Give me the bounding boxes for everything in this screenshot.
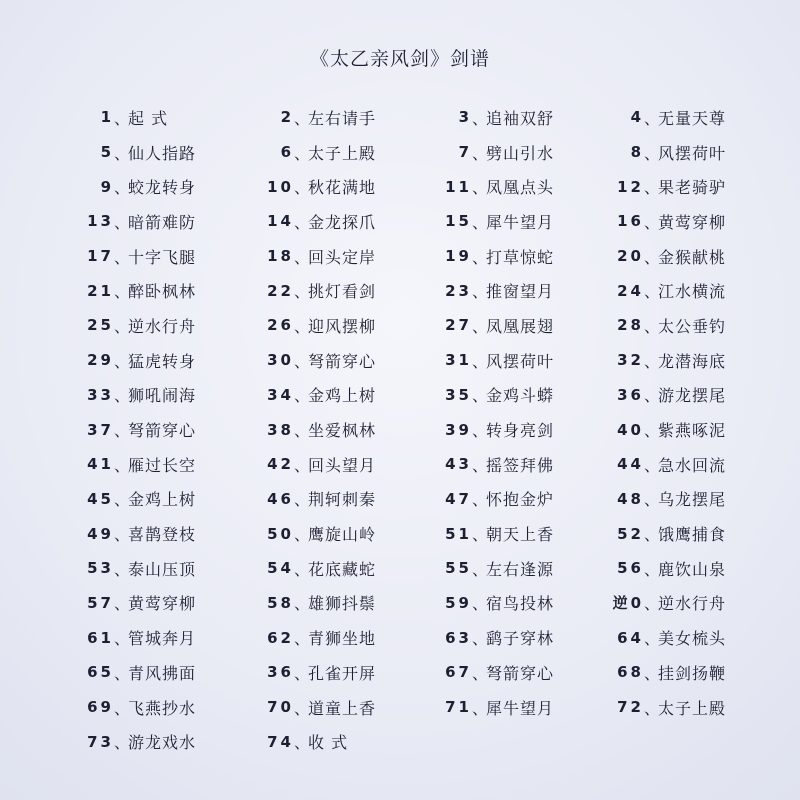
entry-separator: 、 — [294, 316, 312, 336]
entry-number: 39 — [445, 420, 472, 439]
entry-name: 鹿饮山泉 — [658, 559, 727, 579]
entry-number: 36 — [617, 385, 644, 404]
entry-separator: 、 — [472, 143, 490, 163]
entry-number: 67 — [445, 663, 472, 682]
entry-number: 16 — [617, 212, 644, 231]
entry-name: 太子上殿 — [658, 698, 727, 718]
list-item — [70, 169, 250, 204]
entry-name: 黄莺穿柳 — [658, 212, 727, 232]
entry-separator: 、 — [472, 386, 490, 406]
entry-separator: 、 — [472, 421, 490, 441]
list-item — [250, 412, 428, 447]
entry-number: 21 — [87, 281, 114, 300]
entry-separator: 、 — [644, 386, 662, 406]
entry-separator: 、 — [294, 559, 312, 579]
entry-number: 47 — [445, 489, 472, 508]
list-item — [600, 135, 780, 170]
entry-number: 25 — [87, 316, 114, 335]
list-item — [600, 690, 780, 725]
list-item — [600, 343, 780, 378]
entry-name: 起 式 — [128, 108, 169, 128]
entry-number: 12 — [617, 177, 644, 196]
entry-number: 22 — [267, 281, 294, 300]
list-item — [600, 482, 780, 517]
list-item — [250, 482, 428, 517]
entry-name: 紫燕啄泥 — [658, 421, 727, 441]
list-item — [70, 516, 250, 551]
list-item — [250, 551, 428, 586]
list-item — [250, 343, 428, 378]
entry-name: 打草惊蛇 — [486, 247, 555, 267]
entry-separator: 、 — [294, 282, 312, 302]
entry-name: 鹰旋山岭 — [308, 525, 377, 545]
list-item — [250, 724, 428, 759]
entry-name: 管城奔月 — [128, 629, 197, 649]
entry-name: 龙潜海底 — [658, 351, 727, 371]
entry-separator: 、 — [114, 421, 132, 441]
entry-separator: 、 — [294, 629, 312, 649]
list-item — [250, 447, 428, 482]
entry-number: 63 — [445, 628, 472, 647]
page-title: 《太乙亲风剑》剑谱 — [309, 48, 490, 70]
list-item — [250, 620, 428, 655]
entry-separator: 、 — [294, 421, 312, 441]
entry-separator: 、 — [644, 351, 662, 371]
entry-number: 11 — [445, 177, 472, 196]
entry-separator: 、 — [644, 316, 662, 336]
entry-separator: 、 — [644, 178, 662, 198]
list-item — [70, 412, 250, 447]
list-item — [600, 586, 780, 621]
list-item — [600, 239, 780, 274]
entry-name: 暗箭难防 — [128, 212, 197, 232]
entry-number: 6 — [280, 143, 294, 162]
entry-separator: 、 — [114, 178, 132, 198]
entry-number: 1 — [100, 108, 114, 127]
entry-name: 急水回流 — [658, 455, 727, 475]
list-item — [428, 100, 600, 135]
entry-number: 74 — [267, 732, 294, 751]
entry-number: 51 — [445, 524, 472, 543]
entry-number: 32 — [617, 351, 644, 370]
entry-name: 宿鸟投林 — [486, 594, 555, 614]
entry-number: 45 — [87, 489, 114, 508]
entry-separator: 、 — [644, 143, 662, 163]
list-item — [70, 239, 250, 274]
entry-separator: 、 — [644, 247, 662, 267]
entry-separator: 、 — [294, 212, 312, 232]
entry-number: 40 — [617, 420, 644, 439]
entry-separator: 、 — [294, 386, 312, 406]
entry-number: 52 — [617, 524, 644, 543]
entry-name: 金龙探爪 — [308, 212, 377, 232]
entry-separator: 、 — [294, 663, 312, 683]
entry-name: 青风拂面 — [128, 663, 197, 683]
list-item — [600, 412, 780, 447]
entry-separator: 、 — [114, 316, 132, 336]
list-item — [428, 655, 600, 690]
entry-number: 31 — [445, 351, 472, 370]
entry-number: 33 — [87, 385, 114, 404]
list-item — [250, 308, 428, 343]
list-item — [70, 378, 250, 413]
sword-form-list — [70, 100, 780, 759]
entry-separator: 、 — [114, 629, 132, 649]
list-item — [600, 620, 780, 655]
entry-name: 鹞子穿林 — [486, 629, 555, 649]
list-item — [70, 620, 250, 655]
entry-name: 乌龙摆尾 — [658, 490, 727, 510]
entry-name: 太公垂钓 — [658, 316, 727, 336]
entry-number: 5 — [100, 143, 114, 162]
entry-name: 推窗望月 — [486, 282, 555, 302]
entry-separator: 、 — [644, 629, 662, 649]
entry-name: 挂剑扬鞭 — [658, 663, 727, 683]
entry-name: 荆轲刺秦 — [308, 490, 377, 510]
entry-separator: 、 — [294, 178, 312, 198]
entry-separator: 、 — [472, 247, 490, 267]
list-item — [428, 447, 600, 482]
entry-number: 68 — [617, 663, 644, 682]
entry-separator: 、 — [114, 282, 132, 302]
entry-number: 30 — [267, 351, 294, 370]
entry-separator: 、 — [114, 455, 132, 475]
list-item — [250, 655, 428, 690]
list-item — [600, 655, 780, 690]
entry-separator: 、 — [114, 525, 132, 545]
entry-name: 回头望月 — [308, 455, 377, 475]
entry-name: 追袖双舒 — [486, 108, 555, 128]
entry-name: 劈山引水 — [486, 143, 555, 163]
list-item — [70, 447, 250, 482]
entry-separator: 、 — [114, 247, 132, 267]
entry-separator: 、 — [472, 629, 490, 649]
entry-name: 坐爱枫林 — [308, 421, 377, 441]
entry-number: 逆0 — [612, 594, 644, 613]
entry-separator: 、 — [294, 455, 312, 475]
entry-name: 收 式 — [308, 733, 349, 753]
list-item — [70, 100, 250, 135]
list-item — [250, 169, 428, 204]
list-item — [428, 482, 600, 517]
entry-name: 太子上殿 — [308, 143, 377, 163]
entry-name: 风摆荷叶 — [658, 143, 727, 163]
entry-name: 犀牛望月 — [486, 212, 555, 232]
entry-separator: 、 — [114, 490, 132, 510]
entry-separator: 、 — [472, 212, 490, 232]
list-item — [428, 378, 600, 413]
entry-separator: 、 — [294, 351, 312, 371]
entry-number: 17 — [87, 247, 114, 266]
entry-name: 江水横流 — [658, 282, 727, 302]
entry-name: 金鸡上树 — [128, 490, 197, 510]
list-item — [250, 516, 428, 551]
entry-number: 3 — [458, 108, 472, 127]
entry-number: 72 — [617, 698, 644, 717]
entry-separator: 、 — [472, 698, 490, 718]
entry-name: 飞燕抄水 — [128, 698, 197, 718]
list-item — [70, 204, 250, 239]
list-item — [600, 516, 780, 551]
entry-separator: 、 — [472, 282, 490, 302]
entry-separator: 、 — [472, 108, 490, 128]
entry-separator: 、 — [472, 525, 490, 545]
entry-name: 犀牛望月 — [486, 698, 555, 718]
entry-name: 左右逢源 — [486, 559, 555, 579]
list-item — [250, 204, 428, 239]
entry-number: 34 — [267, 385, 294, 404]
entry-number: 18 — [267, 247, 294, 266]
list-item — [428, 620, 600, 655]
entry-separator: 、 — [114, 698, 132, 718]
entry-separator: 、 — [114, 594, 132, 614]
list-item — [600, 378, 780, 413]
entry-name: 逆水行舟 — [128, 316, 197, 336]
entry-separator: 、 — [294, 490, 312, 510]
entry-number: 38 — [267, 420, 294, 439]
entry-name: 怀抱金炉 — [486, 490, 555, 510]
entry-number: 23 — [445, 281, 472, 300]
entry-name: 醉卧枫林 — [128, 282, 197, 302]
entry-name: 回头定岸 — [308, 247, 377, 267]
entry-name: 摇签拜佛 — [486, 455, 555, 475]
entry-name: 游龙戏水 — [128, 733, 197, 753]
entry-number: 20 — [617, 247, 644, 266]
entry-number: 61 — [87, 628, 114, 647]
entry-separator: 、 — [644, 490, 662, 510]
entry-separator: 、 — [644, 212, 662, 232]
list-item — [600, 308, 780, 343]
list-item — [428, 135, 600, 170]
list-item — [428, 690, 600, 725]
entry-separator: 、 — [644, 108, 662, 128]
entry-separator: 、 — [294, 698, 312, 718]
entry-name: 凤凰展翅 — [486, 316, 555, 336]
entry-separator: 、 — [114, 663, 132, 683]
entry-number: 49 — [87, 524, 114, 543]
list-item — [70, 724, 250, 759]
list-item — [70, 308, 250, 343]
list-item — [70, 655, 250, 690]
entry-number: 73 — [87, 732, 114, 751]
list-item — [250, 586, 428, 621]
entry-number: 50 — [267, 524, 294, 543]
entry-name: 喜鹊登枝 — [128, 525, 197, 545]
entry-name: 金鸡上树 — [308, 386, 377, 406]
entry-number: 13 — [87, 212, 114, 231]
entry-name: 狮吼闹海 — [128, 386, 197, 406]
list-item — [600, 169, 780, 204]
entry-separator: 、 — [114, 212, 132, 232]
entry-name: 蛟龙转身 — [128, 178, 197, 198]
list-item — [428, 586, 600, 621]
entry-name: 挑灯看剑 — [308, 282, 377, 302]
entry-separator: 、 — [472, 663, 490, 683]
list-item — [250, 690, 428, 725]
entry-name: 饿鹰捕食 — [658, 525, 727, 545]
entry-name: 孔雀开屏 — [308, 663, 377, 683]
entry-separator: 、 — [294, 594, 312, 614]
entry-name: 猛虎转身 — [128, 351, 197, 371]
list-item — [428, 239, 600, 274]
list-item — [428, 343, 600, 378]
entry-number: 4 — [630, 108, 644, 127]
entry-name: 泰山压顶 — [128, 559, 197, 579]
entry-name: 风摆荷叶 — [486, 351, 555, 371]
entry-separator: 、 — [644, 594, 662, 614]
entry-separator: 、 — [114, 733, 132, 753]
list-item — [600, 447, 780, 482]
entry-number: 10 — [267, 177, 294, 196]
entry-name: 果老骑驴 — [658, 178, 727, 198]
list-item — [428, 412, 600, 447]
entry-number: 44 — [617, 455, 644, 474]
entry-separator: 、 — [114, 559, 132, 579]
entry-number: 9 — [100, 177, 114, 196]
list-item — [70, 690, 250, 725]
entry-separator: 、 — [644, 282, 662, 302]
list-item — [70, 551, 250, 586]
entry-separator: 、 — [472, 594, 490, 614]
entry-name: 秋花满地 — [308, 178, 377, 198]
entry-name: 转身亮剑 — [486, 421, 555, 441]
entry-number: 29 — [87, 351, 114, 370]
entry-separator: 、 — [114, 351, 132, 371]
entry-name: 游龙摆尾 — [658, 386, 727, 406]
entry-separator: 、 — [644, 559, 662, 579]
list-item — [70, 135, 250, 170]
entry-name: 雁过长空 — [128, 455, 197, 475]
list-item — [428, 204, 600, 239]
entry-number: 35 — [445, 385, 472, 404]
entry-name: 美女梳头 — [658, 629, 727, 649]
list-item — [428, 516, 600, 551]
entry-number: 14 — [267, 212, 294, 231]
list-item — [428, 169, 600, 204]
entry-separator: 、 — [472, 351, 490, 371]
list-item — [250, 135, 428, 170]
entry-name: 无量天尊 — [658, 108, 727, 128]
entry-separator: 、 — [114, 143, 132, 163]
entry-number: 15 — [445, 212, 472, 231]
list-item — [600, 204, 780, 239]
entry-name: 朝天上香 — [486, 525, 555, 545]
entry-number: 19 — [445, 247, 472, 266]
entry-name: 花底藏蛇 — [308, 559, 377, 579]
entry-name: 左右请手 — [308, 108, 377, 128]
entry-separator: 、 — [644, 698, 662, 718]
entry-number: 64 — [617, 628, 644, 647]
entry-number: 42 — [267, 455, 294, 474]
entry-number: 36 — [267, 663, 294, 682]
entry-number: 71 — [445, 698, 472, 717]
entry-number: 48 — [617, 489, 644, 508]
entry-name: 弩箭穿心 — [308, 351, 377, 371]
entry-separator: 、 — [294, 108, 312, 128]
entry-number: 43 — [445, 455, 472, 474]
list-item — [428, 551, 600, 586]
list-item — [250, 378, 428, 413]
entry-separator: 、 — [644, 525, 662, 545]
entry-separator: 、 — [294, 247, 312, 267]
entry-name: 逆水行舟 — [658, 594, 727, 614]
list-item — [70, 586, 250, 621]
entry-separator: 、 — [472, 455, 490, 475]
entry-separator: 、 — [472, 490, 490, 510]
entry-separator: 、 — [644, 421, 662, 441]
list-item — [600, 551, 780, 586]
list-item — [70, 482, 250, 517]
entry-number: 53 — [87, 559, 114, 578]
entry-number: 8 — [630, 143, 644, 162]
entry-number: 56 — [617, 559, 644, 578]
entry-separator: 、 — [472, 559, 490, 579]
entry-number: 59 — [445, 593, 472, 612]
entry-separator: 、 — [644, 663, 662, 683]
entry-separator: 、 — [294, 525, 312, 545]
list-item — [250, 239, 428, 274]
entry-name: 弩箭穿心 — [128, 421, 197, 441]
entry-number: 65 — [87, 663, 114, 682]
entry-name: 金鸡斗蟒 — [486, 386, 555, 406]
entry-separator: 、 — [114, 386, 132, 406]
entry-separator: 、 — [114, 108, 132, 128]
entry-number: 70 — [267, 698, 294, 717]
entry-name: 雄狮抖鬃 — [308, 594, 377, 614]
entry-number: 41 — [87, 455, 114, 474]
entry-name: 黄莺穿柳 — [128, 594, 197, 614]
entry-number: 37 — [87, 420, 114, 439]
entry-number: 69 — [87, 698, 114, 717]
entry-number: 26 — [267, 316, 294, 335]
entry-number: 27 — [445, 316, 472, 335]
entry-separator: 、 — [294, 733, 312, 753]
entry-separator: 、 — [472, 178, 490, 198]
entry-separator: 、 — [294, 143, 312, 163]
entry-number: 46 — [267, 489, 294, 508]
entry-separator: 、 — [472, 316, 490, 336]
entry-name: 弩箭穿心 — [486, 663, 555, 683]
entry-number: 54 — [267, 559, 294, 578]
entry-number: 7 — [458, 143, 472, 162]
list-item — [250, 100, 428, 135]
entry-name: 仙人指路 — [128, 143, 197, 163]
entry-name: 十字飞腿 — [128, 247, 197, 267]
list-item — [250, 273, 428, 308]
entry-name: 金猴献桃 — [658, 247, 727, 267]
entry-number: 2 — [280, 108, 294, 127]
list-item — [600, 273, 780, 308]
list-item — [428, 308, 600, 343]
list-item — [600, 100, 780, 135]
entry-separator: 、 — [644, 455, 662, 475]
entry-number: 55 — [445, 559, 472, 578]
list-item — [70, 343, 250, 378]
entry-number: 24 — [617, 281, 644, 300]
list-item — [70, 273, 250, 308]
entry-number: 62 — [267, 628, 294, 647]
entry-name: 迎风摆柳 — [308, 316, 377, 336]
entry-number: 28 — [617, 316, 644, 335]
entry-name: 青狮坐地 — [308, 629, 377, 649]
entry-name: 凤凰点头 — [486, 178, 555, 198]
entry-name: 道童上香 — [308, 698, 377, 718]
entry-number: 57 — [87, 593, 114, 612]
list-item — [428, 273, 600, 308]
entry-number: 58 — [267, 593, 294, 612]
